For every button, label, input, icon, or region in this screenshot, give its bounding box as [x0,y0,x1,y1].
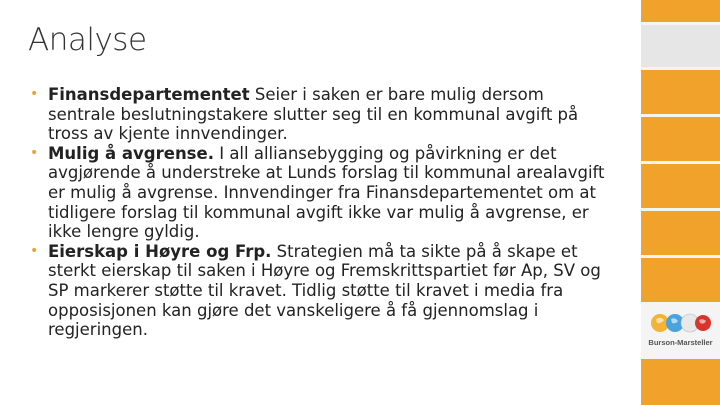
bullet-item [28,144,608,242]
slide-title: Analyse [28,22,147,58]
sidebar-block-orange [641,117,720,161]
bullet-dot-icon: • [30,144,39,161]
bullet-text: I all alliansebygging og påvirkning er det avgjørende å understreke at Lunds forslag til kommunal arealavgift er mulig å avgrense. Innvendinger fra Finansdepartementet om at tidligere forslag til kommunal avgift ikke var mulig å avgrense, er ikke lengre gyldig. [48,143,605,242]
bullet-item [28,242,608,340]
bullet-text: Strategien må ta sikte på å skape et sterkt eierskap til saken i Høyre og Fremskrittspartiet før Ap, SV og SP markerer støtte til kravet. Tidlig støtte til kravet i media fra opposisjonen kan gjøre det vanskeligere å få gjennomslag i regjeringen. [48,241,601,340]
sidebar-block-orange [641,70,720,114]
bullet-dot-icon: • [30,242,39,259]
bullet-heading: Mulig å avgrense. [48,143,214,163]
sidebar-block-orange [641,359,720,405]
bullet-text: Seier i saken er bare mulig dersom sentrale beslutningstakere slutter seg til en kommunal avgift på tross av kjente innvendinger. [48,85,579,144]
company-logo [641,306,720,356]
logo-globe-icon [650,310,712,336]
bullet-list [28,85,608,340]
sidebar-block-orange [641,0,720,22]
bullet-dot-icon: • [30,86,39,102]
sidebar-block-orange [641,164,720,208]
logo-text: Burson-Marsteller [648,338,713,347]
bullet-heading: Finansdepartementet [48,85,250,104]
sidebar-block-orange [641,258,720,302]
sidebar-block-gray [641,25,720,67]
bullet-item [28,85,608,144]
sidebar-block-orange [641,211,720,255]
bullet-heading: Eierskap i Høyre og Frp. [48,241,272,261]
